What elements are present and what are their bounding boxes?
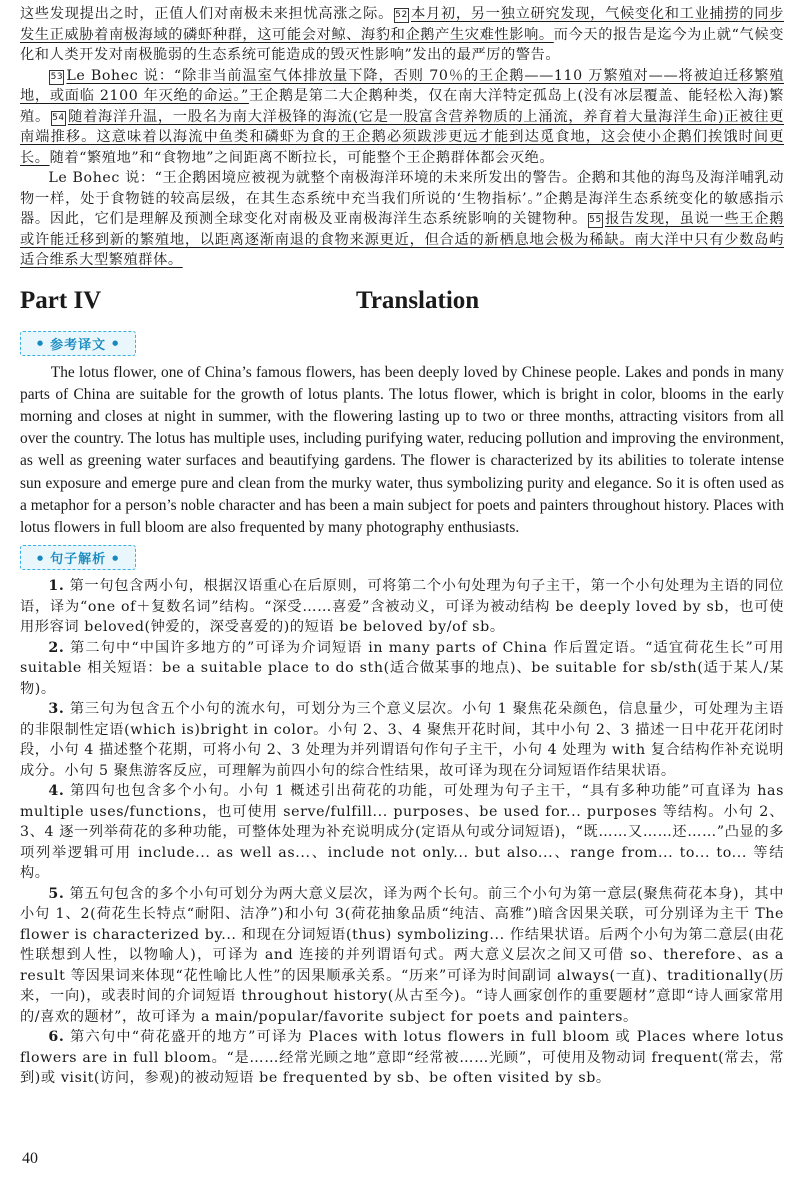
analysis-item [20,576,784,638]
underlined-sentence: 报告发现，虽说一些王企鹅或许能迁移到新的繁殖地，以距离逐渐南退的食物来源更近，但合适的新栖息地会极为稀缺。南大洋中只有少数岛屿适合维系大型繁殖群体。 [20,211,784,268]
reading-paragraph-2 [20,66,784,169]
page-number: 40 [22,1150,38,1167]
question-marker: 54 [51,111,66,126]
reading-text: 而今天的报告是迄今为止就“气候变化和人类开发对南极脆弱的生态系统可能造成的毁灭性影响”发出的最严厉的警告。 [20,26,784,63]
analysis-item [20,699,784,781]
reading-text: 这些发现提出之时，正值人们对南极未来担忧高涨之际。 [20,6,393,22]
translation-paragraph: The lotus flower, one of China’s famous flowers, has been deeply loved by Chinese people. Lakes and ponds in many parts of China are suitable for the growth of lotus plants. The lotus flower, which is bright in color, blooms in the early morning and closes at night in summer, with the flowering lasting up to two or three months, attracting visitors from all over the country. The lotus has multiple uses, including purifying water, reducing pollution and improving the environment, as well as greening water surfaces and beautifying gardens. The flower is characterized by its abilities to tolerate intense sun exposure and emerge pure and clean from the murky water, thus symbolizing purity and elegance. So it is often used as a metaphor for a person’s noble character and has been a main subject for poets and painters throughout history. Places with lotus flowers in full bloom are also frequented by many photography enthusiasts. [20,363,784,536]
sentence-analysis-tag [20,545,136,570]
analysis-text: 第五句包含的多个小句可划分为两大意义层次，译为两个长句。前三个小句为第一意层(聚焦荷花本身)，其中小句 1、2(荷花生长特点“耐阳、洁净”)和小句 3(荷花抽象品质“纯洁、高雅”)暗含因果关联，可分别译为主干 The flower is characterized by... 和现在分词短语(thus) symbolizing... 作结果状语。后两个小句为第二意层(由花性联想到人性，以物喻人)，可译为 and 连接的并列谓语句式。两大意义层次之间又可借 so、therefore、as a result 等因果词来体现“花性喻比人性”的因果顺承关系。“历来”可译为时间副词 always(一直)、traditionally(历来，一向)，或表时间的介词短语 throughout history(从古至今)。“诗人画家创作的重要题材”意即“诗人画家常用的/喜欢的题材”，故可译为 a main/popular/favorite subject for poets and painters。 [20,885,784,1025]
reading-paragraph-1 [20,4,784,66]
bullet-dot-icon: ● [112,339,120,347]
underlined-sentence: 随着海洋升温，一股名为南大洋极锋的海流(它是一股富含营养物质的上涌流，养育着大量海洋生命)正被往更南端推移。这意味着以海流中鱼类和磷虾为食的王企鹅必须跋涉更远才能到达觅食地，这会使小企鹅们挨饿时间更长。 [20,108,784,166]
analysis-item [20,638,784,700]
bullet-dot-icon: ● [112,553,120,562]
analysis-number: 3. [48,701,65,718]
question-marker: 55 [588,213,603,228]
page-content [20,4,784,1089]
analysis-list [20,576,784,1089]
analysis-number: 4. [48,783,65,800]
reading-text: 随着“繁殖地”和“食物地”之间距离不断拉长，可能整个王企鹅群体都会灭绝。 [49,149,555,166]
analysis-number: 5. [48,885,65,902]
tag-label: 句子解析 [50,552,107,568]
analysis-text: 第二句中“中国许多地方的”可译为介词短语 in many parts of China 作后置定语。“适宜荷花生长”可用 suitable 相关短语：be a suitable place to do sth(适合做某事的地点)、be suitable for sb/sth(适于某人/某物)。 [20,639,784,697]
question-marker: 53 [49,70,64,85]
reference-translation-tag [20,331,136,356]
section-title: Translation [356,286,480,314]
analysis-item [20,781,784,884]
bullet-dot-icon: ● [37,339,45,347]
tag-label: 参考译文 [50,337,107,353]
analysis-text: 第六句中“荷花盛开的地方”可译为 Places with lotus flowers in full bloom 或 Places where lotus flowers are in full bloom。“是……经常光顾之地”意即“经常被……光顾”，可使用及物动词 frequent(常去，常到)或 visit(访问，参观)的被动短语 be frequented by sb、be often visited by sb。 [20,1029,784,1087]
bullet-dot-icon: ● [37,553,45,562]
analysis-item [20,884,784,1028]
section-header [20,287,784,325]
analysis-item [20,1027,784,1089]
reading-text: 王企鹅是第二大企鹅种类，仅在南大洋特定孤岛上(没有冰层覆盖、能轻松入海)繁殖。 [20,88,784,125]
part-label: Part IV [20,286,102,314]
analysis-text: 第一句包含两小句，根据汉语重心在后原则，可将第二个小句处理为句子主干，第一个小句处理为主语的同位语，译为“one of＋复数名词”结构。“深受……喜爱”含被动义，可译为被动结构 be deeply loved by sb，也可使用形容词 beloved(钟爱的，深受喜爱的)的短语 be beloved by/of sb。 [20,578,784,636]
analysis-text: 第三句为包含五个小句的流水句，可划分为三个意义层次。小句 1 聚焦花朵颜色，信息量少，可处理为主语的非限制性定语(which is)bright in color。小句 2、3、4 聚焦开花时间，其中小句 2、3 描述一日中花开花闭时段，小句 4 描述整个花期，可将小句 2、3 处理为并列谓语句作句子主干，小句 4 处理为 with 复合结构作补充说明成分。小句 5 聚焦游客反应，可理解为前四小句的综合性结果，故可译为现在分词短语作结果状语。 [20,701,784,779]
analysis-number: 6. [48,1029,65,1046]
reading-paragraph-3 [20,168,784,271]
question-marker: 52 [394,8,409,23]
analysis-number: 2. [48,639,65,656]
reading-text: Le Bohec 说：“王企鹅困境应被视为就整个南极海洋环境的未来所发出的警告。企鹅和其他的海鸟及海洋哺乳动物一样，处于食物链的较高层级，在其生态系统中充当我们所说的‘生物指标’。”企鹅是海洋生态系统变化的敏感指示器。因此，它们是理解及预测全球变化对南极及亚南极海洋生态系统影响的关键物种。 [20,170,784,227]
translation-block [20,362,784,540]
underlined-sentence: Le Bohec 说：“除非当前温室气体排放量下降，否则 70％的王企鹅——110 万繁殖对——将被迫迁移繁殖地，或面临 2100 年灭绝的命运。” [20,67,784,104]
underlined-sentence: 本月初，另一独立研究发现，气候变化和工业捕捞的同步发生正威胁着南极海域的磷虾种群，这可能会对鲸、海豹和企鹅产生灾难性影响。 [20,6,784,43]
analysis-number: 1. [48,578,65,595]
analysis-text: 第四句也包含多个小句。小句 1 概述引出荷花的功能，可处理为句子主干，“具有多种功能”可直译为 has multiple uses/functions，也可使用 serve/fulfill... purposes、be used for... purposes 等结构。小句 2、3、4 逐一列举荷花的多种功能，可整体处理为补充说明成分(定语从句或分词短语)，“既……又……还……”凸显的多项列举逻辑可用 include... as well as...、include not only... but also...、range from... to... to... 等结构。 [20,783,784,882]
